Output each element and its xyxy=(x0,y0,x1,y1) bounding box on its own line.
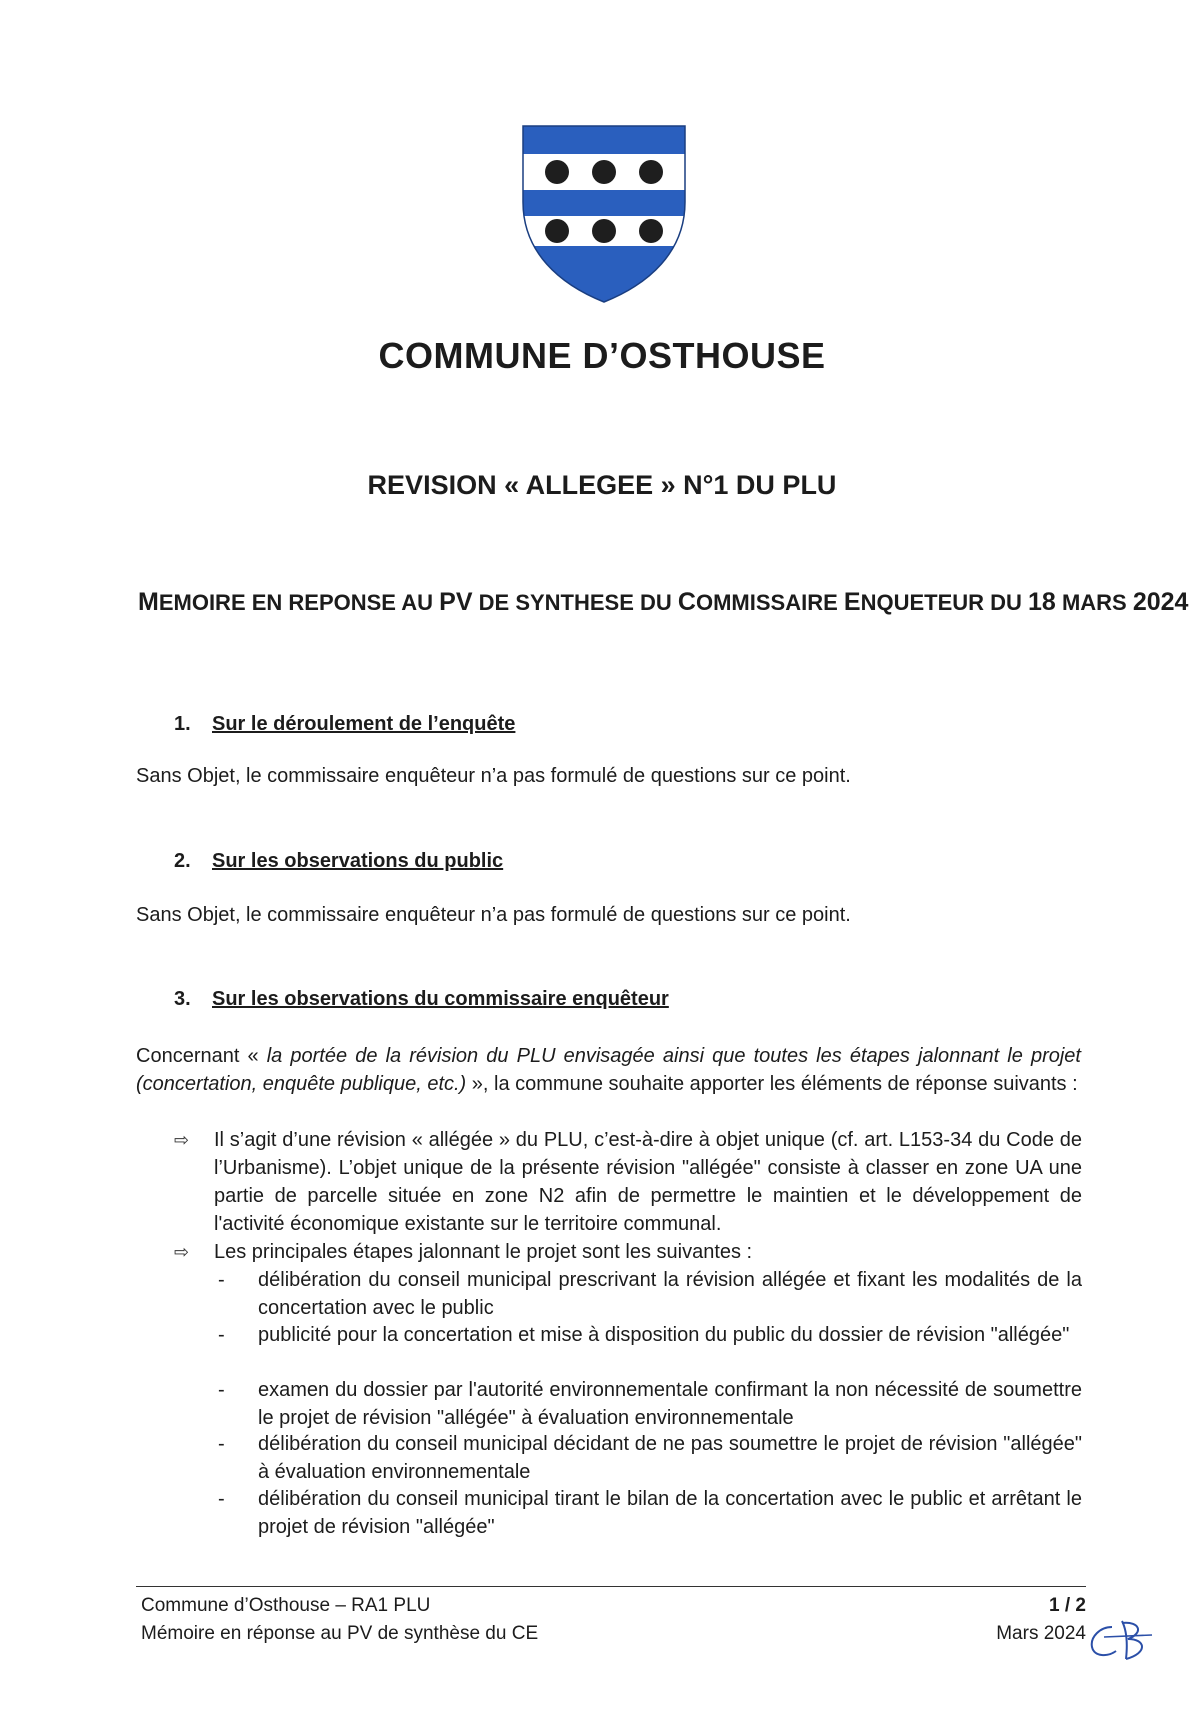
section-heading xyxy=(174,713,515,736)
intro-prefix: Concernant « xyxy=(136,1045,267,1067)
step-list-item xyxy=(218,1485,1082,1541)
section-title: Sur le déroulement de l’enquête xyxy=(212,713,516,735)
footer-right xyxy=(996,1592,1086,1648)
footer-date: Mars 2024 xyxy=(996,1623,1086,1644)
arrow-bullet-icon: ⇨ xyxy=(174,1130,190,1150)
memo-heading-part: OMMISSAIRE xyxy=(695,590,844,615)
step-list-item xyxy=(218,1376,1082,1432)
memo-heading-part: 18 xyxy=(1028,588,1056,616)
arrow-list-item xyxy=(174,1238,1082,1266)
section-intro xyxy=(136,1042,1081,1098)
intro-quote: la portée de la révision du PLU envisagée ainsi que toutes les étapes jalonnant le projet (concertation, enquête publique, etc.) xyxy=(136,1045,1081,1095)
footer-left xyxy=(141,1592,538,1648)
arrow-bullet-icon: ⇨ xyxy=(174,1242,190,1262)
memo-heading-part: E xyxy=(843,588,861,616)
page-number: 1 / 2 xyxy=(1049,1595,1086,1616)
step-text: examen du dossier par l'autorité environnementale confirmant la non nécessité de soumettre le projet de révision "allégée" à évaluation environnementale xyxy=(258,1379,1082,1429)
section-number: 3. xyxy=(174,988,191,1010)
footer-divider xyxy=(136,1586,1086,1587)
signature-icon xyxy=(1082,1615,1162,1667)
dash-bullet: - xyxy=(218,1269,225,1291)
memo-heading-part: M xyxy=(138,588,159,616)
step-list-item xyxy=(218,1321,1082,1349)
dash-bullet: - xyxy=(218,1433,225,1455)
step-text: délibération du conseil municipal décidant de ne pas soumettre le projet de révision "allégée" à évaluation environnementale xyxy=(258,1433,1082,1483)
section-text: Sans Objet, le commissaire enquêteur n’a pas formulé de questions sur ce point. xyxy=(136,765,851,787)
memo-heading-part: C xyxy=(677,588,696,616)
step-list-item xyxy=(218,1430,1082,1486)
dash-bullet: - xyxy=(218,1324,225,1346)
step-text: délibération du conseil municipal tirant le bilan de la concertation avec le public et arrêtant le projet de révision "allégée" xyxy=(258,1488,1082,1538)
commune-title: COMMUNE D’OSTHOUSE xyxy=(378,335,826,376)
arrow-item-text: Les principales étapes jalonnant le projet sont les suivantes : xyxy=(214,1241,753,1263)
memo-heading-part: EMOIRE EN REPONSE AU xyxy=(158,590,440,615)
memo-heading-part: 2024 xyxy=(1132,588,1189,616)
memo-heading-part: NQUETEUR DU xyxy=(860,590,1029,615)
footer-document: Mémoire en réponse au PV de synthèse du CE xyxy=(141,1623,539,1644)
section-text: Sans Objet, le commissaire enquêteur n’a pas formulé de questions sur ce point. xyxy=(136,904,851,926)
footer-commune: Commune d’Osthouse – RA1 PLU xyxy=(141,1595,431,1616)
memo-heading-part: PV xyxy=(439,588,473,616)
step-list-item xyxy=(218,1266,1082,1322)
intro-suffix: », la commune souhaite apporter les éléments de réponse suivants : xyxy=(466,1073,1078,1095)
section-title: Sur les observations du public xyxy=(212,850,504,872)
section-number: 1. xyxy=(174,713,191,735)
revision-title: REVISION « ALLEGEE » N°1 DU PLU xyxy=(367,470,837,500)
arrow-item-text: Il s’agit d’une révision « allégée » du PLU, c’est-à-dire à objet unique (cf. art. L153-34 du Code de l’Urbanisme). L’objet unique de la présente révision "allégée" consiste à classer en zone UA une partie de parcelle située en zone N2 afin de permettre le maintien et le développement de l'activité économique existante sur le territoire communal. xyxy=(214,1129,1082,1235)
dash-bullet: - xyxy=(218,1488,225,1510)
memo-heading-part: MARS xyxy=(1055,590,1133,615)
step-text: délibération du conseil municipal prescrivant la révision allégée et fixant les modalités de la concertation avec le public xyxy=(258,1269,1082,1319)
section-heading xyxy=(174,850,503,873)
step-text: publicité pour la concertation et mise à disposition du public du dossier de révision "allégée" xyxy=(258,1324,1070,1346)
memo-heading-part: DE SYNTHESE DU xyxy=(472,590,678,615)
section-number: 2. xyxy=(174,850,191,872)
section-heading xyxy=(174,988,669,1011)
memo-heading xyxy=(138,588,1189,617)
dash-bullet: - xyxy=(218,1379,225,1401)
coat-of-arms-icon xyxy=(521,124,687,304)
section-title: Sur les observations du commissaire enquêteur xyxy=(212,988,669,1010)
arrow-list-item xyxy=(174,1126,1082,1238)
